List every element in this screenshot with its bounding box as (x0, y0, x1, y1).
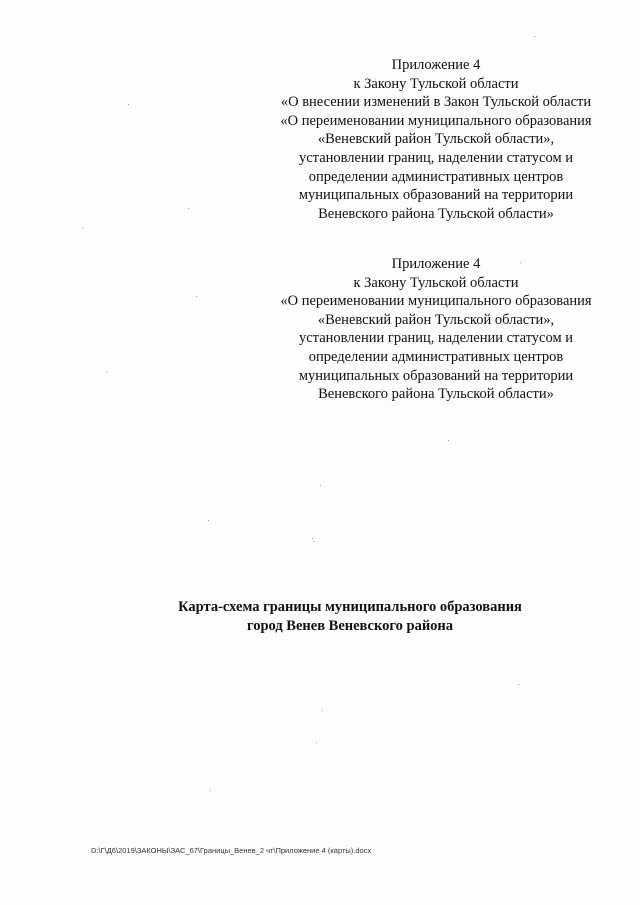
scan-speck (82, 228, 83, 229)
scan-speck (534, 36, 535, 37)
map-scheme-title (150, 598, 550, 636)
scan-speck (188, 208, 189, 209)
scan-speck (320, 485, 321, 486)
appendix-law-title-line: «Веневский район Тульской области», (317, 311, 555, 328)
appendix-law-title-line: Веневского района Тульской области» (318, 386, 554, 403)
appendix-law-title-line: Веневского района Тульской области» (318, 205, 554, 222)
scan-speck (312, 538, 313, 539)
appendix-number: Приложение 4 (391, 256, 481, 272)
scan-speck (313, 541, 314, 542)
appendix-law-title-line: «О переименовании муниципального образования (280, 293, 592, 310)
appendix-law-reference: к Закону Тульской области (353, 274, 519, 291)
appendix-law-title-line: муниципальных образований на территории (298, 367, 574, 384)
footer-file-path: D:\Г\Д6\2019\ЗАКОНЫ\ЗАС_67\Границы_Венев_2 чт\Приложение 4 (карты).docx (91, 846, 372, 855)
appendix-header-amending-law (268, 56, 604, 223)
appendix-law-title-line: определении административных центров (308, 168, 564, 185)
appendix-header-original-law (268, 255, 604, 404)
appendix-law-title-line: муниципальных образований на территории (298, 187, 574, 204)
scan-speck (208, 520, 209, 521)
scan-speck (128, 104, 129, 105)
scan-speck (322, 710, 323, 711)
appendix-law-title-line: установлении границ, наделении статусом и (299, 149, 573, 166)
map-scheme-title-line: Карта-схема границы муниципального образования (178, 599, 522, 615)
appendix-law-title-line: установлении границ, наделении статусом и (299, 330, 573, 347)
appendix-law-reference: к Закону Тульской области (353, 75, 519, 92)
appendix-law-title-line: «О переименовании муниципального образования (280, 112, 592, 129)
appendix-law-title-line: «О внесении изменений в Закон Тульской области (280, 94, 592, 111)
scan-speck (316, 742, 317, 743)
appendix-law-title-line: определении административных центров (308, 348, 564, 365)
map-scheme-title-line: город Венев Веневского района (246, 618, 454, 634)
scan-speck (518, 684, 519, 685)
scan-speck (210, 790, 211, 791)
appendix-number: Приложение 4 (391, 57, 481, 73)
appendix-law-title-line: «Веневский район Тульской области», (317, 131, 555, 148)
scan-speck (106, 372, 107, 373)
scan-speck (196, 296, 197, 297)
scan-speck (448, 440, 449, 441)
scan-speck (520, 262, 521, 263)
